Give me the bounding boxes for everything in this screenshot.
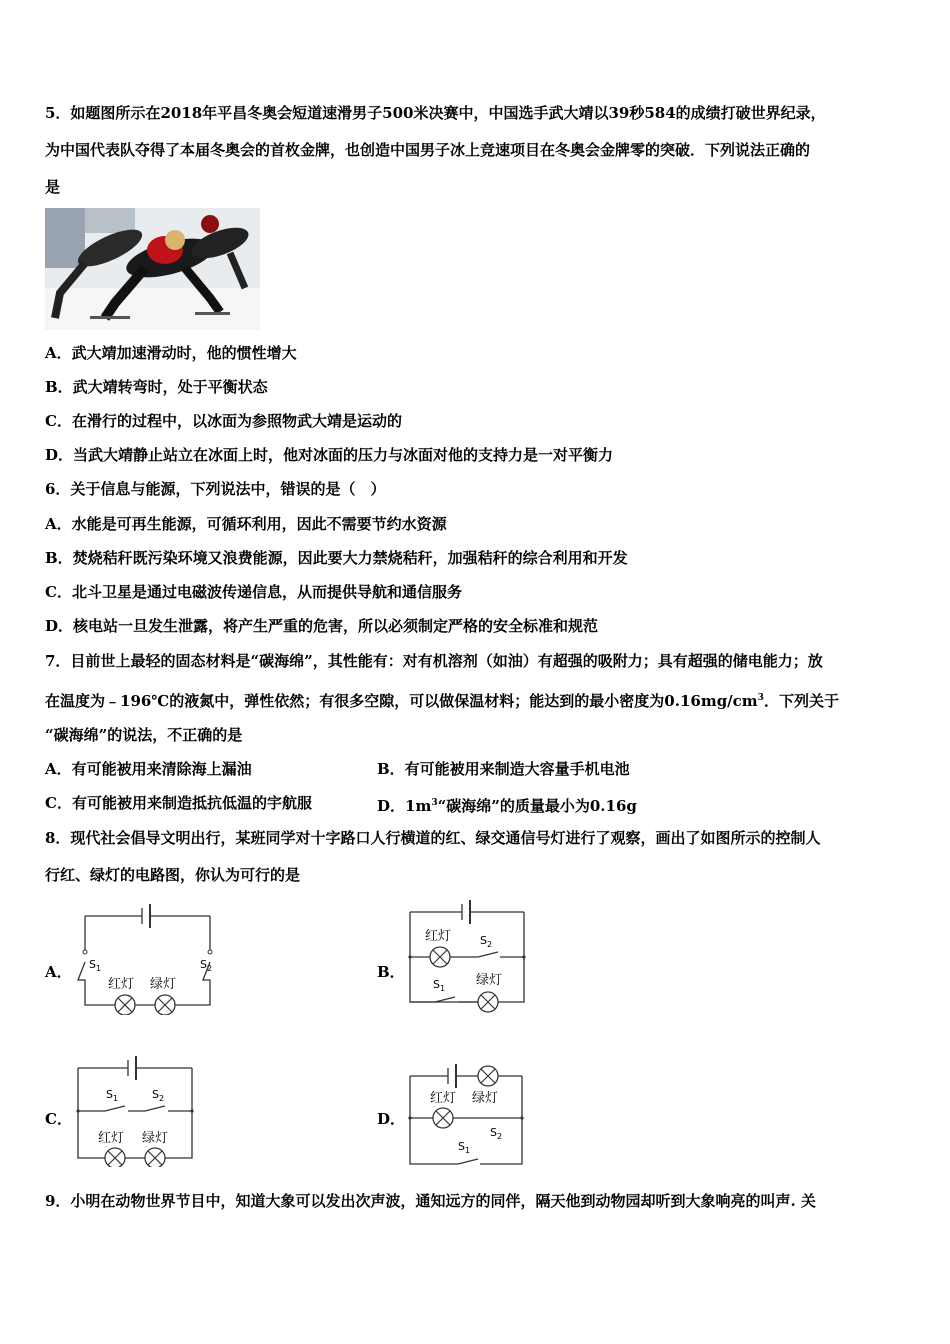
circuit-b-label: B． (377, 963, 405, 981)
q9-stem-line1: 9．小明在动物世界节目中，知道大象可以发出次声波，通知远方的同伴，隔天他到动物园却听到大象响亮的叫声. 关 (45, 1192, 816, 1210)
q5-stem-line3: 是 (45, 178, 61, 196)
q7-stem-line3: “碳海绵”的说法，不正确的是 (45, 726, 243, 744)
s1-label: $S_1$ (433, 978, 446, 993)
s1-label: $S_1$ (106, 1088, 119, 1103)
red-lamp-icon (105, 1148, 125, 1167)
circuit-a-diagram (70, 900, 230, 1015)
q8-stem-line2: 行红、绿灯的电路图，你认为可行的是 (45, 866, 301, 884)
circuit-c-diagram (70, 1052, 210, 1167)
red-lamp-label: 红灯 (98, 1131, 125, 1146)
circuit-a-label: A． (45, 963, 72, 981)
q7-stem-line2: 在温度为﹣196℃的液氮中，弹性依然；有很多空隙，可以做保温材料；能达到的最小密度为$0.16mg/cm^3$．下列关于 (45, 692, 839, 710)
green-lamp-label: 绿灯 (142, 1131, 169, 1146)
q6-option-d: D．核电站一旦发生泄露，将产生严重的危害，所以必须制定严格的安全标准和规范 (45, 617, 599, 635)
red-lamp-label: 红灯 (425, 929, 452, 944)
q7-option-a: A．有可能被用来清除海上漏油 (45, 760, 252, 778)
red-lamp-icon (433, 1108, 453, 1128)
speed-skating-photo (45, 208, 260, 330)
circuit-d-label: D． (377, 1110, 406, 1128)
green-lamp-icon (155, 995, 175, 1015)
q5-option-a: A．武大靖加速滑动时，他的惯性增大 (45, 344, 297, 362)
circuit-c-label: C． (45, 1110, 72, 1128)
circuit-d-diagram (400, 1056, 540, 1171)
q5-option-c: C．在滑行的过程中，以冰面为参照物武大靖是运动的 (45, 412, 402, 430)
s2-label: $S_2$ (152, 1088, 165, 1103)
s1-label: $S_1$ (458, 1140, 471, 1155)
q7-option-c: C．有可能被用来制造抵抗低温的宇航服 (45, 794, 312, 812)
s2-label: $S_2$ (480, 934, 493, 949)
q6-stem: 6．关于信息与能源，下列说法中，错误的是（ ） (45, 480, 386, 498)
red-lamp-label: 红灯 (430, 1091, 457, 1106)
q6-option-b: B．焚烧秸秆既污染环境又浪费能源，因此要大力禁烧秸秆，加强秸秆的综合利用和开发 (45, 549, 628, 567)
green-lamp-label: 绿灯 (472, 1091, 499, 1106)
s2-label: $S_2$ (200, 958, 213, 973)
q6-option-a: A．水能是可再生能源，可循环利用，因此不需要节约水资源 (45, 515, 447, 533)
q5-option-b: B．武大靖转弯时，处于平衡状态 (45, 378, 268, 396)
green-lamp-icon (145, 1148, 165, 1167)
green-lamp-icon (478, 992, 498, 1012)
s2-label: $S_2$ (490, 1126, 503, 1141)
q6-option-c: C．北斗卫星是通过电磁波传递信息，从而提供导航和通信服务 (45, 583, 462, 601)
q5-stem-line1: 5．如题图所示在2018年平昌冬奥会短道速滑男子500米决赛中，中国选手武大靖以39秒584的成绩打破世界纪录， (45, 104, 826, 122)
q7-option-b: B．有可能被用来制造大容量手机电池 (377, 760, 630, 778)
red-lamp-icon (430, 947, 450, 967)
circuit-b-diagram (400, 898, 540, 1013)
green-lamp-label: 绿灯 (150, 977, 177, 992)
q7-option-d: D．$1m^3“$碳海绵”的质量最小为0.16g (377, 797, 637, 815)
green-lamp-label: 绿灯 (476, 973, 503, 988)
green-lamp-icon (478, 1066, 498, 1086)
q5-stem-line2: 为中国代表队夺得了本届冬奥会的首枚金牌，也创造中国男子冰上竞速项目在冬奥会金牌零的突破．下列说法正确的 (45, 141, 811, 159)
q7-stem-line1: 7．目前世上最轻的固态材料是“碳海绵”，其性能有：对有机溶剂（如油）有超强的吸附力；具有超强的储电能力；放 (45, 652, 823, 670)
red-lamp-label: 红灯 (108, 977, 135, 992)
q8-stem-line1: 8．现代社会倡导文明出行，某班同学对十字路口人行横道的红、绿交通信号灯进行了观察，画出了如图所示的控制人 (45, 829, 821, 847)
q5-option-d: D．当武大靖静止站立在冰面上时，他对冰面的压力与冰面对他的支持力是一对平衡力 (45, 446, 614, 464)
s1-label: $S_1$ (89, 958, 102, 973)
red-lamp-icon (115, 995, 135, 1015)
